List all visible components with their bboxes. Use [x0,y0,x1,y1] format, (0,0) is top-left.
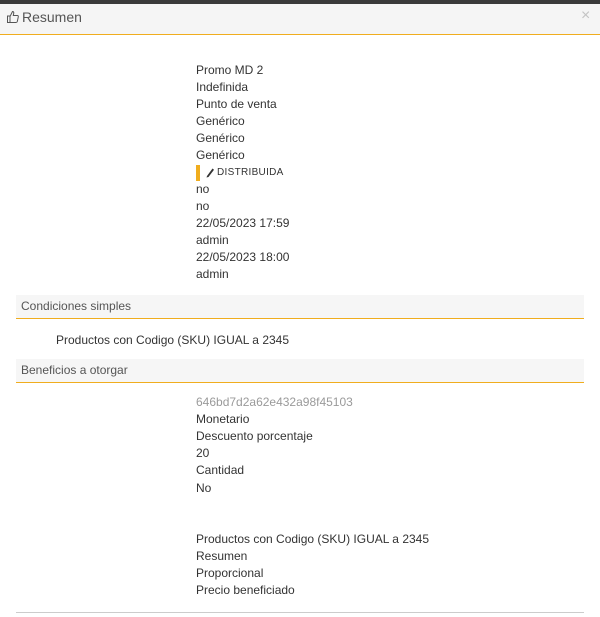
condition-text: Productos con Codigo (SKU) IGUAL a 2345 [56,333,290,347]
benefits-section-title: Beneficios a otorgar [21,363,128,377]
close-button[interactable]: × [581,7,591,24]
benefit-id-value: 646bd7d2a62e432a98f45103 [196,395,353,409]
summary-value: 22/05/2023 18:00 [196,250,290,264]
thumbs-up-icon [6,10,20,24]
status-text: DISTRIBUIDA [217,167,284,178]
benefit-value: Monetario [196,412,250,426]
summary-value: Genérico [196,114,245,128]
summary-value: Genérico [196,131,245,145]
dialog-header [0,4,600,35]
benefit-value: Productos con Codigo (SKU) IGUAL a 2345 [196,532,430,546]
benefit-value: Precio beneficiado [196,583,295,597]
status-color-bar [196,165,200,181]
benefit-value: Descuento porcentaje [196,429,313,443]
pencil-icon [205,166,215,178]
benefit-value: Proporcional [196,566,264,580]
benefit-value: Cantidad [196,463,245,477]
summary-value: Genérico [196,148,245,162]
summary-value: Promo MD 2 [196,63,264,77]
summary-value: admin [196,233,229,247]
summary-value: no [196,199,210,213]
conditions-section-header [16,295,584,319]
conditions-section-title: Condiciones simples [21,299,132,313]
summary-value: no [196,182,210,196]
dialog-title: Resumen [22,9,82,25]
benefit-value: No [196,481,212,495]
summary-value: Indefinida [196,80,249,94]
benefit-value: Resumen [196,549,248,563]
summary-value: admin [196,267,229,281]
summary-value: Punto de venta [196,97,277,111]
benefits-section-header [16,359,584,383]
bottom-divider [16,612,584,613]
summary-value: 22/05/2023 17:59 [196,216,290,230]
benefit-value: 20 [196,446,210,460]
